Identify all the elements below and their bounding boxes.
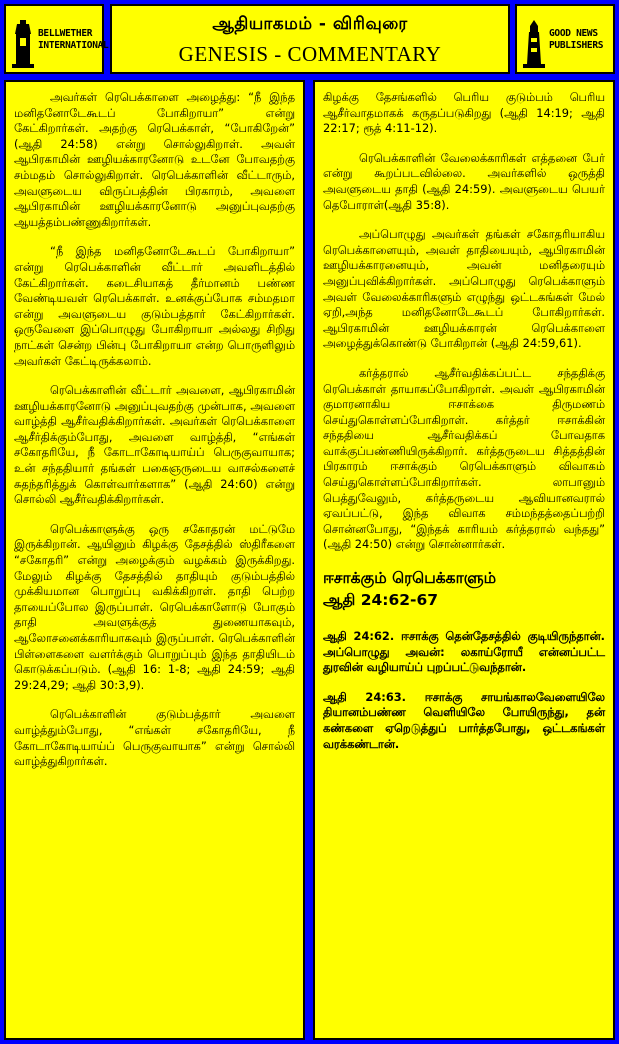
verse-text: ஆதி 24:62. ஈசாக்கு தென்தேசத்தில் குடியிருந்தான். அப்பொழுது அவன்: லகாய்ரோயீ என்னப்பட்ட துரவின் வழியாய்ப் புறப்பட்டுவந்தான். <box>323 629 605 675</box>
bell-tower-icon <box>12 20 34 68</box>
section-heading <box>323 567 605 611</box>
page-title-english: GENESIS - COMMENTARY <box>178 42 442 66</box>
paragraph: ரெபெக்காளின் வேலைக்காரிகள் எத்தனை பேர் என்று கூறப்படவில்லை. அவர்களில் ஒருத்தி அவளுடைய தாதி (ஆதி 24:59). அவளுடைய பெயர் தெபோராள்(ஆதி 35:8). <box>323 150 605 212</box>
paragraph: கர்த்தரால் ஆசீர்வதிக்கப்பட்ட சந்ததிக்கு ரெபெக்காள் தாயாகப்போகிறாள். அவள் ஆபிரகாமின் குமாரனாகிய ஈசாக்கை திருமணம் செய்துகொள்ளப்போகிறாள். கர்த்தர் ஈசாக்கின் சந்ததியை ஆசீர்வதிக்கப் போவதாக வாக்குப்பண்ணியிருக்கிறார். கர்த்தருடைய சித்தத்தின் பிரகாரம் ஈசாக்கும் ரெபெக்காளும் விவாகம் செய்துகொள்ளப்போகிறார்கள். லாபானும் பெத்துவேலும், கர்த்தருடைய ஆவியானவரால் ஏவப்பட்டு, இந்த விவாக சம்மந்தத்தைப்பற்றி சொன்னபோது, “இந்தக் காரியம் கர்த்தரால் வந்தது” (ஆதி 24:50) என்று சொன்னார்கள். <box>323 365 605 552</box>
paragraph: ரெபெக்காளின் வீட்டார் அவளை, ஆபிரகாமின் ஊழியக்காரனோடு அனுப்புவதற்கு முன்பாக, அவளை வாழ்த்தி ஆசீர்வதிக்கிறார்கள். அவர்கள் ரெபெக்காளை ஆசீர்திக்கும்போது, அவளை வாழ்த்தி, “எங்கள் சகோதரியே, நீ கோடாகோடியாய்ப் பெருகுவாயாக; உன் சந்ததியார் தங்கள் பகைஞருடைய வாசல்களைச் சுதந்தரித்துக் கொள்வார்களாக” (ஆதி 24:60) என்று சொல்லி ஆசீர்வதிக்கிறார்கள். <box>14 383 295 507</box>
good-news-logo <box>515 4 615 74</box>
verse-text: ஆதி 24:63. ஈசாக்கு சாயங்காலவேளையிலே தியானம்பண்ண வெளியிலே போயிருந்து, தன் கண்களை ஏறெடுத்துப் பார்த்தபோது, ஒட்டகங்கள் வரக்கண்டான். <box>323 689 605 751</box>
left-logo-line1: BELLWETHER <box>38 28 93 39</box>
left-column <box>4 80 305 1040</box>
section-heading-title: ஈசாக்கும் ரெபெக்காளும் <box>323 569 497 588</box>
section-heading-reference: ஆதி 24:62-67 <box>323 591 439 610</box>
right-logo-line2: PUBLISHERS <box>549 40 604 51</box>
title-banner <box>110 4 510 74</box>
lighthouse-icon <box>523 20 545 68</box>
paragraph: ரெபெக்காளுக்கு ஒரு சகோதரன் மட்டுமே இருக்கிறான். ஆயினும் கிழக்கு தேசத்தில் ஸ்திரீகளை “சகோதரி” என்று அழைக்கும் வழக்கம் இருக்கிறது. மேலும் கிழக்கு தேசத்தில் தாதியும் குடும்பத்தில் முக்கியமான பொறுப்பு வகிக்கிறாள். தாதி பெற்ற தாயைப்போல இருப்பாள். ரெபெக்காளோடு போகும் தாதி அவளுக்குத் துணையாகவும், ஆலோசனைக்காரியாகவும் இருப்பாள். ரெபெக்காளின் பிள்ளைகளை வளர்க்கும் பொறுப்பும் இந்த தாதியிடம் கொடுக்கப்படும். (ஆதி 16: 1-8; ஆதி 24:59; ஆதி 29:24,29; ஆதி 30:3,9). <box>14 521 295 692</box>
paragraph: அவர்கள் ரெபெக்காளை அழைத்து: “நீ இந்த மனிதனோடேகூடப் போகிறாயா” என்று கேட்கிறார்கள். அதற்கு ரெபெக்காள், “போகிறேன்” (ஆதி 24:58) என்று சொல்லுகிறாள். அவள் ஆபிரகாமின் ஊழியக்காரனோடு உடனே போவதற்கு சம்மதம் சொல்லுகிறாள். ரெபெக்காளின் வீட்டாரும், அவளுடைய விருப்பத்தின் பிரகாரம், அவளை ஆபிரகாமின் ஊழியக்காரனோடு அனுப்புவதற்கு ஆயத்தம்பண்ணுகிறார்கள். <box>14 90 295 229</box>
page-title-tamil: ஆதியாகமம் - விரிவுரை <box>212 14 408 34</box>
paragraph: “நீ இந்த மனிதனோடேகூடப் போகிறாயா” என்று ரெபெக்காளின் வீட்டார் அவளிடத்தில் கேட்கிறார்கள். கடைசியாகத் தீர்மானம் பண்ண வேண்டியவள் ரெபெக்காள். உனக்குப்போக சம்மதமா என்று அவளுடைய குடும்பத்தார் கேட்கிறார்கள். ஒருவேளை இப்பொழுது போகிறாயா அல்லது சிறிது நாட்கள் சென்ற பின்பு போகிறாயா என்ற பொருளிலும் அவர்கள் கேட்டிருக்கலாம். <box>14 244 295 368</box>
paragraph: அப்பொழுது அவர்கள் தங்கள் சகோதரியாகிய ரெபெக்காளையும், அவள் தாதியையும், ஆபிரகாமின் ஊழியக்காரனையும், அவன் மனிதரையும் அனுப்புவிக்கிறார்கள். அப்பொழுது ரெபெக்காளும் அவள் வேலைக்காரிகளும் எழுந்து ஒட்டகங்கள் மேல் ஏறி,அந்த மனிதனோடேகூடப் போகிறார்கள். ஆபிரகாமின் ஊழியக்காரன் ரெபெக்காளை அழைத்துக்கொண்டு போகிறான் (ஆதி 24:59,61). <box>323 227 605 351</box>
right-column <box>313 80 615 1040</box>
paragraph: ரெபெக்காளின் குடும்பத்தார் அவளை வாழ்த்தும்போது, “எங்கள் சகோதரியே, நீ கோடாகோடியாய்ப் பெருகுவாயாக” என்று சொல்லி வாழ்த்துகிறார்கள். <box>14 707 295 769</box>
paragraph: கிழக்கு தேசங்களில் பெரிய குடும்பம் பெரிய ஆசீர்வாதமாகக் கருதப்படுகிறது (ஆதி 14:19; ஆதி 22:17; ரூத் 4:11-12). <box>323 90 605 136</box>
left-logo-line2: INTERNATIONAL <box>38 40 109 51</box>
right-logo-line1: GOOD NEWS <box>549 28 598 39</box>
bellwether-logo <box>4 4 109 74</box>
